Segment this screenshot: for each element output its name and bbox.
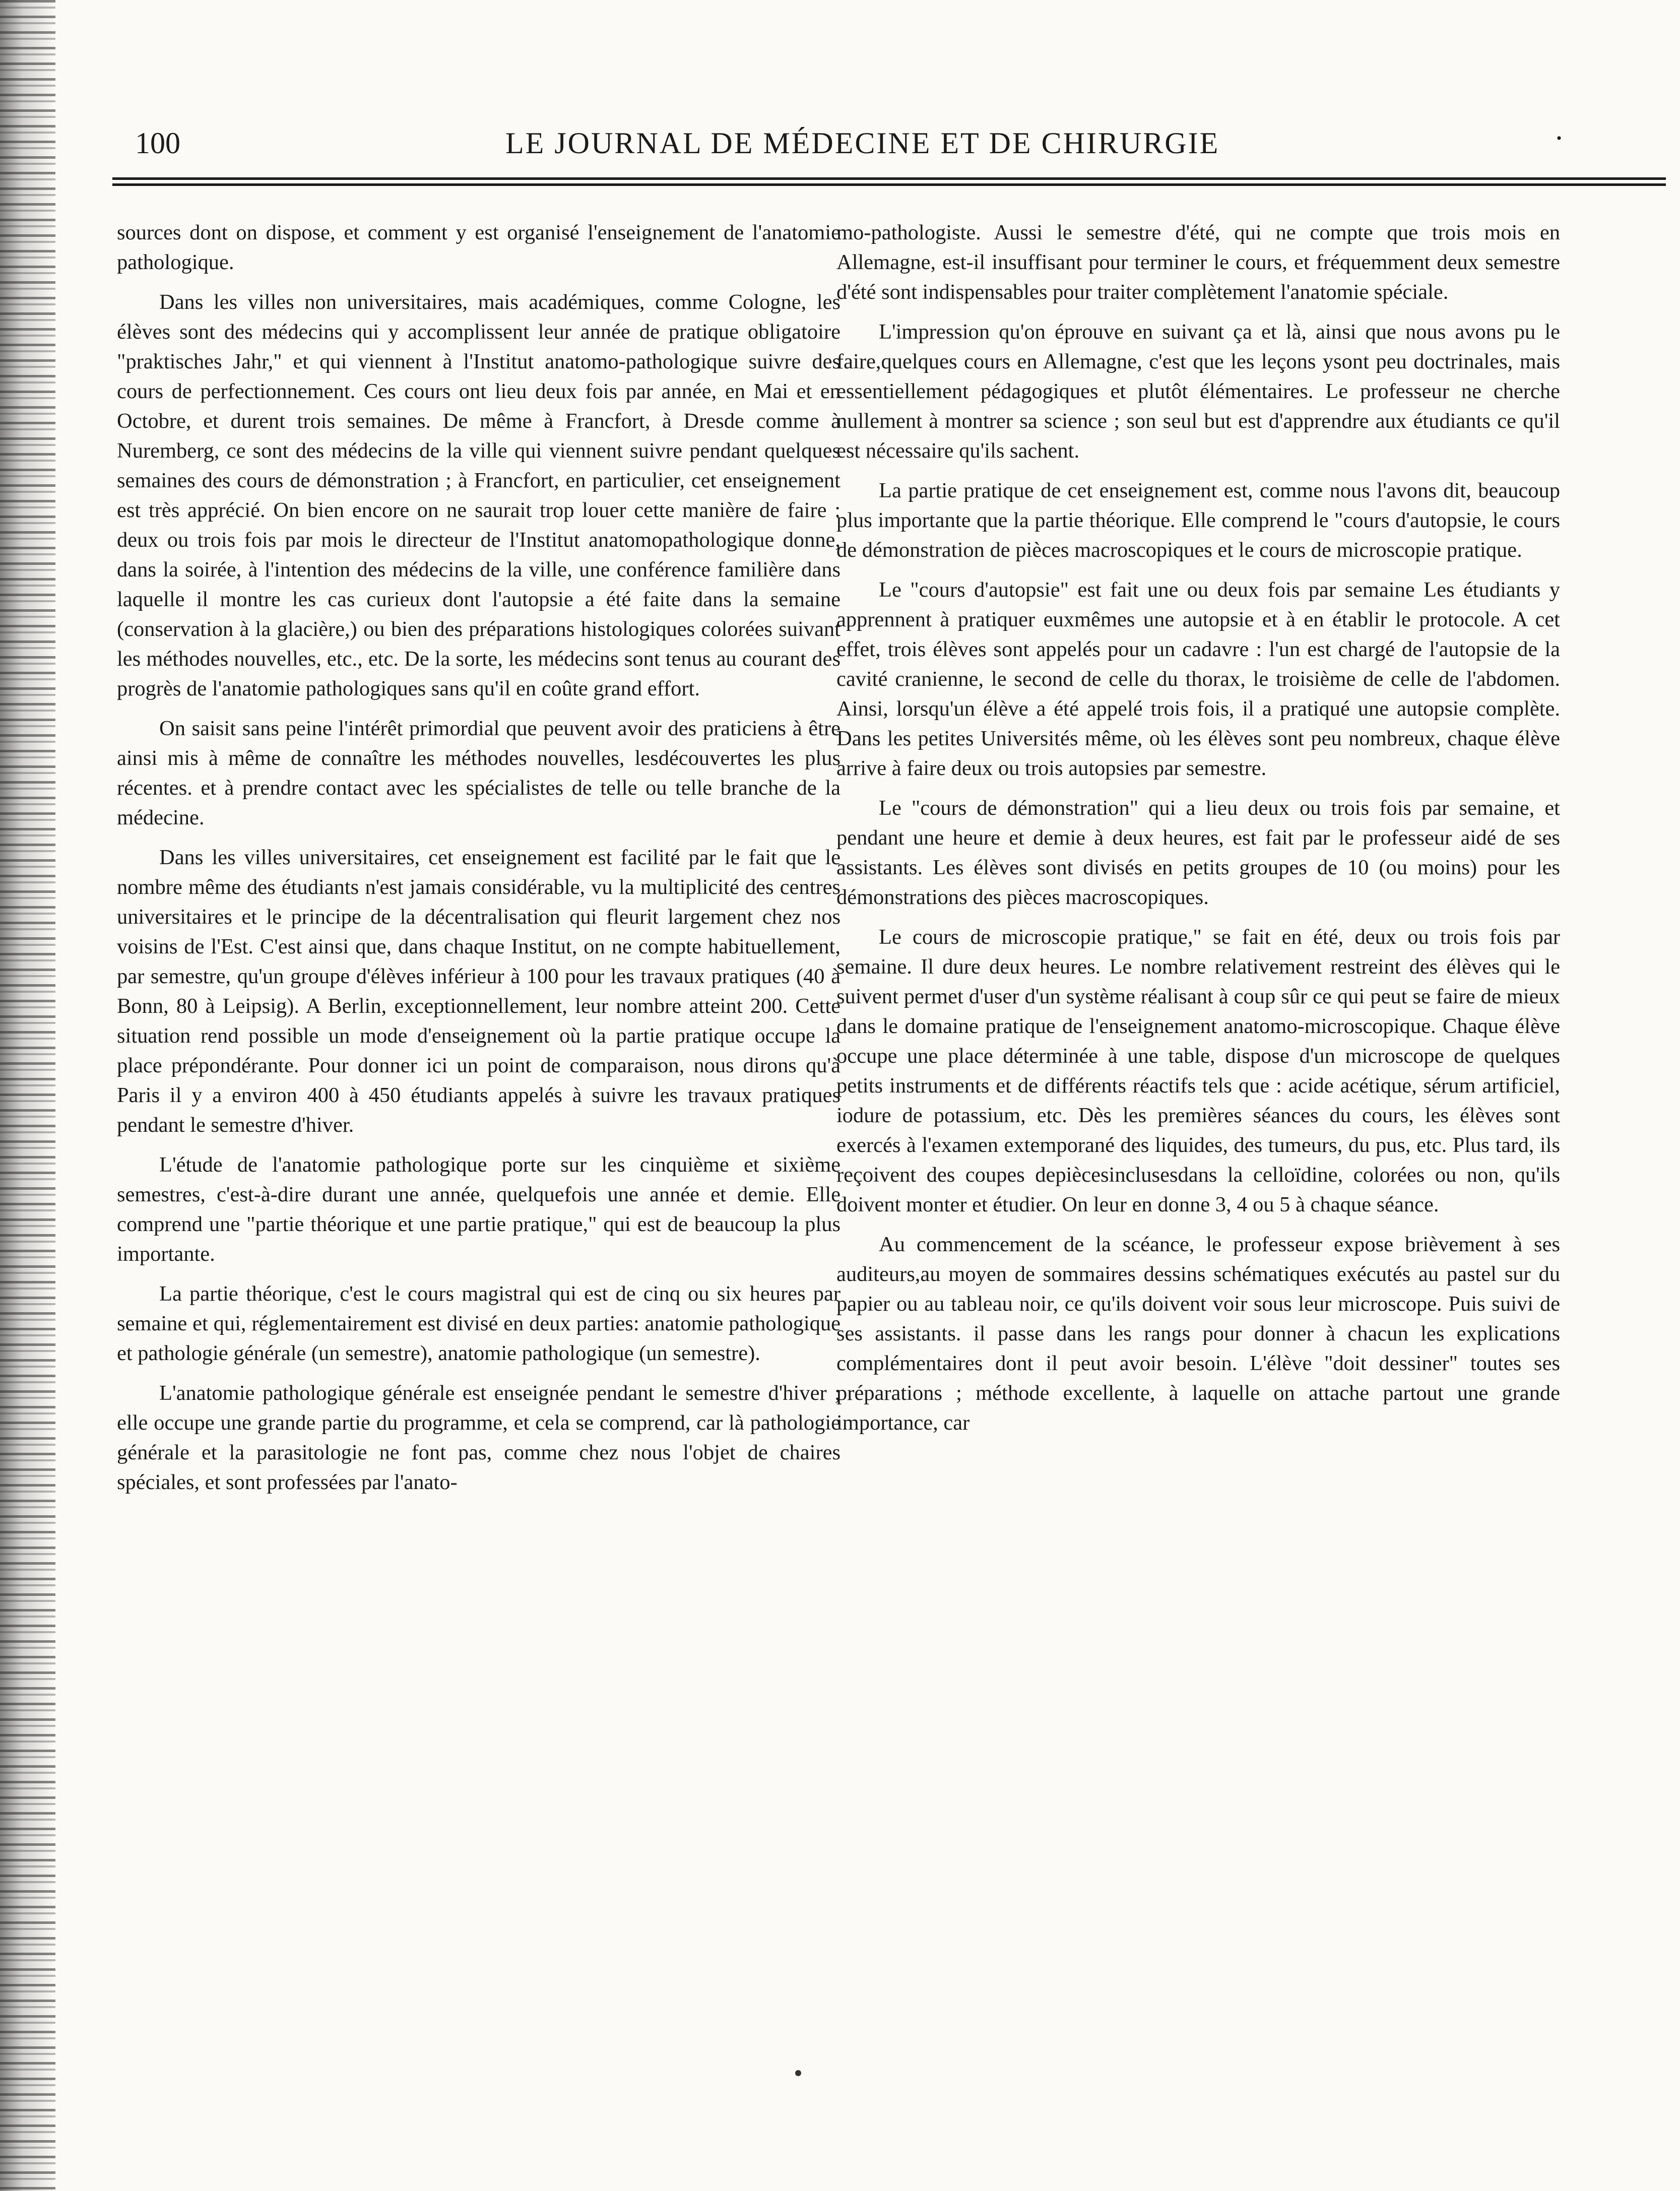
paragraph: On saisit sans peine l'intérêt primordial que peuvent avoir des praticiens à être ainsi mis à même de connaître les méthodes nouvelles, lesdécouvertes les plus récentes. et à prendre contact avec les spécialistes de telle ou telle branche de la médecine.	[117, 717, 841, 829]
paragraph: Dans les villes non universitaires, mais académiques, comme Cologne, les élèves sont des médecins qui y accomplissent leur année de pratique obligatoire "praktisches Jahr," et qui viennent à l'Institut anatomo-pathologique suivre des cours de perfectionnement. Ces cours ont lieu deux fois par année, en Mai et en Octobre, et durent trois semaines. De même à Francfort, à Dresde comme à Nuremberg, ce sont des médecins de la ville qui viennent suivre pendant quelques semaines des cours de démonstration ; à Francfort, en particulier, cet enseignement est très apprécié. On bien encore on ne saurait trop louer cette manière de faire : deux ou trois fois par mois le directeur de l'Institut anatomopathologique donne, dans la soirée, à l'intention des médecins de la ville, une conférence familière dans laquelle il montre les cas curieux dont l'autopsie a été faite dans la semaine (conservation à la glacière,) ou bien des préparations histologiques colorées suivant les méthodes nouvelles, etc., etc. De la sorte, les médecins sont tenus au courant des progrès de l'anatomie pathologiques sans qu'il en coûte grand effort.	[117, 290, 841, 700]
paragraph: L'anatomie pathologique générale est enseignée pendant le semestre d'hiver ; elle occupe une grande partie du programme, et cela se comprend, car là pathologie générale et la parasitologie ne font pas, comme chez nous l'objet de chaires spéciales, et sont professées par l'anato-	[117, 1381, 841, 1494]
paragraph: sources dont on dispose, et comment y est organisé l'enseignement de l'anatomie pathologique.	[117, 221, 841, 274]
paragraph: Dans les villes universitaires, cet enseignement est facilité par le fait que le nombre même des étudiants n'est jamais considérable, vu la multiplicité des centres universitaires et le principe de la décentralisation qui fleurit largement chez nos voisins de l'Est. C'est ainsi que, dans chaque Institut, on ne compte habituellement, par semestre, qu'un groupe d'élèves inférieur à 100 pour les travaux pratiques (40 à Bonn, 80 à Leipsig). A Berlin, exceptionnellement, leur nombre atteint 200. Cette situation rend possible un mode d'enseignement où la partie pratique occupe la place prépondérante. Pour donner ici un point de comparaison, nous dirons qu'à Paris il y a environ 400 à 450 étudiants appelés à suivre les travaux pratiques pendant le semestre d'hiver.	[117, 846, 841, 1137]
paragraph: L'impression qu'on éprouve en suivant ça et là, ainsi que nous avons pu le faire,quelques cours en Allemagne, c'est que les leçons ysont peu doctrinales, mais essentiellement pédagogiques et plutôt élémentaires. Le professeur ne cherche nullement à montrer sa science ; son seul but est d'apprendre aux étudiants ce qu'il est nécessaire qu'ils sachent.	[836, 320, 1560, 463]
header-mark: ·	[1554, 121, 1564, 155]
paragraph: mo-pathologiste. Aussi le semestre d'été, qui ne compte que trois mois en Allemagne, est-il insuffisant pour terminer le cours, et fréquemment deux semestre d'été sont indispensables pour traiter complètement l'anatomie spéciale.	[836, 221, 1560, 304]
header-rule-top	[112, 177, 1666, 180]
scanned-page-edge	[0, 0, 55, 2191]
left-column	[117, 218, 841, 1507]
paragraph: Le "cours d'autopsie" est fait une ou deux fois par semaine Les étudiants y apprennent à pratiquer euxmêmes une autopsie et à en établir le protocole. A cet effet, trois élèves sont appelés pour un cadavre : l'un est chargé de l'autopsie de la cavité cranienne, le second de celle du thorax, le troisième de celle de l'abdomen. Ainsi, lorsqu'un élève a été appelé trois fois, il a pratiqué une autopsie complète. Dans les petites Universités même, où les élèves sont peu nombreux, chaque élève arrive à faire deux ou trois autopsies par semestre.	[836, 578, 1560, 780]
paragraph: Le cours de microscopie pratique," se fait en été, deux ou trois fois par semaine. Il dure deux heures. Le nombre relativement restreint des élèves qui le suivent permet d'user d'un système réalisant à coup sûr ce qui peut se faire de mieux dans le domaine pratique de l'enseignement anatomo-microscopique. Chaque élève occupe une place déterminée à une table, dispose d'un microscope de quelques petits instruments et de différents réactifs tels que : acide acétique, sérum artificiel, iodure de potassium, etc. Dès les premières séances du cours, les élèves sont exercés à l'examen extemporané des liquides, des tumeurs, du pus, etc. Plus tard, ils reçoivent des coupes depiècesinclusesdans la celloïdine, colorées ou non, qu'ils doivent monter et étudier. On leur en donne 3, 4 ou 5 à chaque séance.	[836, 925, 1560, 1216]
running-header	[135, 119, 1574, 164]
paragraph: La partie théorique, c'est le cours magistral qui est de cinq ou six heures par semaine et qui, réglementairement est divisé en deux parties: anatomie pathologique et pathologie générale (un semestre), anatomie pathologique (un semestre).	[117, 1282, 841, 1365]
stray-ink-dot	[795, 2070, 801, 2076]
page-number: 100	[135, 126, 180, 160]
header-rule-bottom	[112, 183, 1666, 186]
right-column	[836, 218, 1560, 1448]
paragraph: Le "cours de démonstration" qui a lieu deux ou trois fois par semaine, et pendant une heure et demie à deux heures, est fait par le professeur aidé de ses assistants. Les élèves sont divisés en petits groupes de 10 (ou moins) pour les démonstrations des pièces macroscopiques.	[836, 796, 1560, 909]
paragraph: Au commencement de la scéance, le professeur expose brièvement à ses auditeurs,au moyen de sommaires dessins schématiques exécutés au pastel sur du papier ou au tableau noir, ce qu'ils doivent voir sous leur microscope. Puis suivi de ses assistants. il passe dans les rangs pour donner à chacun les explications complémentaires dont il peut avoir besoin. L'élève "doit dessiner" toutes ses préparations ; méthode excellente, à laquelle on attache partout une grande importance, car	[836, 1233, 1560, 1435]
paragraph: La partie pratique de cet enseignement est, comme nous l'avons dit, beaucoup plus importante que la partie théorique. Elle comprend le "cours d'autopsie, le cours de démonstration de pièces macroscopiques et le cours de microscopie pratique.	[836, 479, 1560, 562]
journal-title: LE JOURNAL DE MÉDECINE ET DE CHIRURGIE	[505, 126, 1220, 160]
paragraph: L'étude de l'anatomie pathologique porte sur les cinquième et sixième semestres, c'est-à-dire durant une année, quelquefois une année et demie. Elle comprend une "partie théorique et une partie pratique," qui est de beaucoup la plus importante.	[117, 1153, 841, 1266]
